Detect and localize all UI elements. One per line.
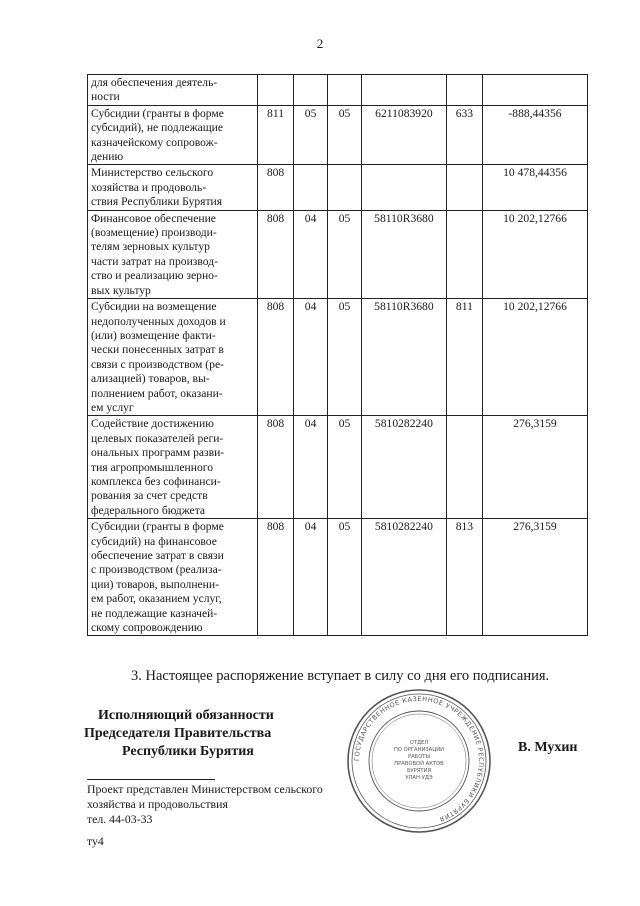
signer-title-line: Председателя Правительства <box>84 726 272 741</box>
item-name-line: вых культур <box>91 283 151 297</box>
item-name-cell <box>88 105 258 165</box>
item-name-line: ство и реализацию зерно- <box>91 269 218 283</box>
section-cell: 04 <box>294 519 328 636</box>
item-name-cell <box>88 416 258 519</box>
signer-title-line: Исполняющий обязанности <box>98 708 274 723</box>
document-code: ту4 <box>87 834 104 848</box>
seal-outer-text: ГОСУДАРСТВЕННОЕ КАЗЕННОЕ УЧРЕЖДЕНИЕ РЕСПУБЛИКИ БУРЯТИЯ <box>352 694 486 824</box>
item-name-cell <box>88 165 258 210</box>
item-name-line: связи с производством (ре- <box>91 357 224 371</box>
expense-type-cell <box>446 416 482 519</box>
expense-type-cell: 811 <box>446 299 482 416</box>
subsection-cell <box>328 165 362 210</box>
item-name-line: Субсидии на возмещение <box>91 300 217 314</box>
target-article-cell <box>362 165 447 210</box>
item-name-line: ности <box>91 90 120 104</box>
item-name-line: ем услуг <box>91 400 134 414</box>
item-name-line: скому сопровождению <box>91 621 203 635</box>
item-name-cell <box>88 75 258 106</box>
item-name-line: обеспечение затрат в связи <box>91 549 224 562</box>
seal-center-line: ПО ОРГАНИЗАЦИИ <box>393 747 445 753</box>
item-name-line: для обеспечения деятель- <box>91 76 218 89</box>
item-name-line: (или) возмещение факти- <box>91 328 216 342</box>
amount-cell: 276,3159 <box>483 519 588 636</box>
item-name-line: чески понесенных затрат в <box>91 343 224 357</box>
amount-cell <box>483 75 588 106</box>
admin-code-cell: 808 <box>257 299 293 416</box>
signer-title-line: Республики Бурятия <box>122 744 254 759</box>
table-row <box>88 165 588 210</box>
clause-text: 3. Настоящее распоряжение вступает в силу со дня его подписания. <box>131 668 550 684</box>
target-article-cell: 58110R3680 <box>362 210 447 298</box>
admin-code-cell: 808 <box>257 165 293 210</box>
table-row <box>88 519 588 636</box>
seal-center-line: ОТДЕЛ <box>409 740 429 746</box>
table-row <box>88 416 588 519</box>
expense-type-cell <box>446 75 482 106</box>
subsection-cell: 05 <box>328 519 362 636</box>
item-name-line: федерального бюджета <box>91 503 206 517</box>
amount-cell: 10 478,44356 <box>483 165 588 210</box>
amount-cell: 276,3159 <box>483 416 588 519</box>
amount-cell: -888,44356 <box>483 105 588 165</box>
admin-code-cell: 811 <box>257 105 293 165</box>
page-number: 2 <box>316 36 324 51</box>
official-seal-stamp <box>346 688 492 834</box>
item-name-line: субсидий) на финансовое <box>91 534 217 548</box>
item-name-line: недополученных доходов и <box>91 314 226 328</box>
signer-title <box>84 707 274 761</box>
item-name-line: ем работ, оказанием услуг, <box>91 592 222 606</box>
item-name-line: с производством (реализа- <box>91 563 222 577</box>
item-name-line: комплекса без софинанси- <box>91 474 221 488</box>
table-row <box>88 75 588 106</box>
seal-center-line: ПРАВОВОЙ АКТОВ <box>394 761 444 767</box>
target-article-cell: 5810282240 <box>362 519 447 636</box>
target-article-cell: 6211083920 <box>362 105 447 165</box>
section-cell: 04 <box>294 299 328 416</box>
expense-type-cell <box>446 165 482 210</box>
item-name-line: Субсидии (гранты в форме <box>91 106 224 120</box>
seal-center-line: БУРЯТИЯ <box>406 768 432 774</box>
admin-code-cell: 808 <box>257 519 293 636</box>
item-name-line: части затрат на производ- <box>91 254 218 268</box>
footnote-line: Проект представлен Министерством сельского <box>87 782 323 796</box>
item-name-line: ствия Республики Бурятия <box>91 195 223 209</box>
item-name-line: целевых показателей реги- <box>91 431 224 445</box>
item-name-line: не подлежащие казначей- <box>91 606 218 620</box>
item-name-line: Министерство сельского <box>91 166 214 180</box>
amount-cell: 10 202,12766 <box>483 210 588 298</box>
item-name-cell <box>88 519 258 636</box>
seal-center-line: УЛАН-УДЭ <box>405 775 433 781</box>
item-name-line: Финансовое обеспечение <box>91 211 216 225</box>
table-row <box>88 105 588 165</box>
item-name-line: тия агропромышленного <box>91 460 214 474</box>
item-name-line: субсидий), не подлежащие <box>91 121 224 135</box>
target-article-cell: 5810282240 <box>362 416 447 519</box>
item-name-line: Субсидии (гранты в форме <box>91 520 224 534</box>
item-name-line: хозяйства и продоволь- <box>91 180 207 194</box>
expense-type-cell <box>446 210 482 298</box>
item-name-line: ональных программ разви- <box>91 446 225 460</box>
subsection-cell: 05 <box>328 299 362 416</box>
section-cell: 04 <box>294 416 328 519</box>
footnote <box>87 782 323 827</box>
section-cell: 05 <box>294 105 328 165</box>
admin-code-cell: 808 <box>257 210 293 298</box>
section-cell <box>294 75 328 106</box>
subsection-cell: 05 <box>328 105 362 165</box>
item-name-line: телям зерновых культур <box>91 240 210 254</box>
item-name-line: ализацией) товаров, вы- <box>91 372 210 386</box>
amount-cell: 10 202,12766 <box>483 299 588 416</box>
target-article-cell: 58110R3680 <box>362 299 447 416</box>
item-name-cell <box>88 210 258 298</box>
item-name-line: Содействие достижению <box>91 417 214 431</box>
section-cell <box>294 165 328 210</box>
footnote-line: хозяйства и продовольствия <box>87 797 228 811</box>
footnote-line: тел. 44-03-33 <box>87 812 153 826</box>
signer-name: В. Мухин <box>518 740 578 755</box>
item-name-line: дению <box>91 150 124 164</box>
subsection-cell: 05 <box>328 210 362 298</box>
table-row <box>88 210 588 298</box>
item-name-line: рования за счет средств <box>91 489 208 503</box>
item-name-line: полнением работ, оказани- <box>91 386 223 400</box>
expense-type-cell: 633 <box>446 105 482 165</box>
section-cell: 04 <box>294 210 328 298</box>
expense-type-cell: 813 <box>446 519 482 636</box>
item-name-line: ции) товаров, выполнени- <box>91 577 219 591</box>
seal-center-text <box>394 740 444 781</box>
budget-table <box>87 74 588 636</box>
subsection-cell: 05 <box>328 416 362 519</box>
subsection-cell <box>328 75 362 106</box>
admin-code-cell: 808 <box>257 416 293 519</box>
table-row <box>88 299 588 416</box>
item-name-line: казначейскому сопровож- <box>91 135 218 149</box>
item-name-cell <box>88 299 258 416</box>
seal-center-line: РАБОТЫ <box>407 754 431 760</box>
admin-code-cell <box>257 75 293 106</box>
item-name-line: (возмещение) производи- <box>91 226 217 240</box>
target-article-cell <box>362 75 447 106</box>
footnote-divider <box>87 779 215 780</box>
